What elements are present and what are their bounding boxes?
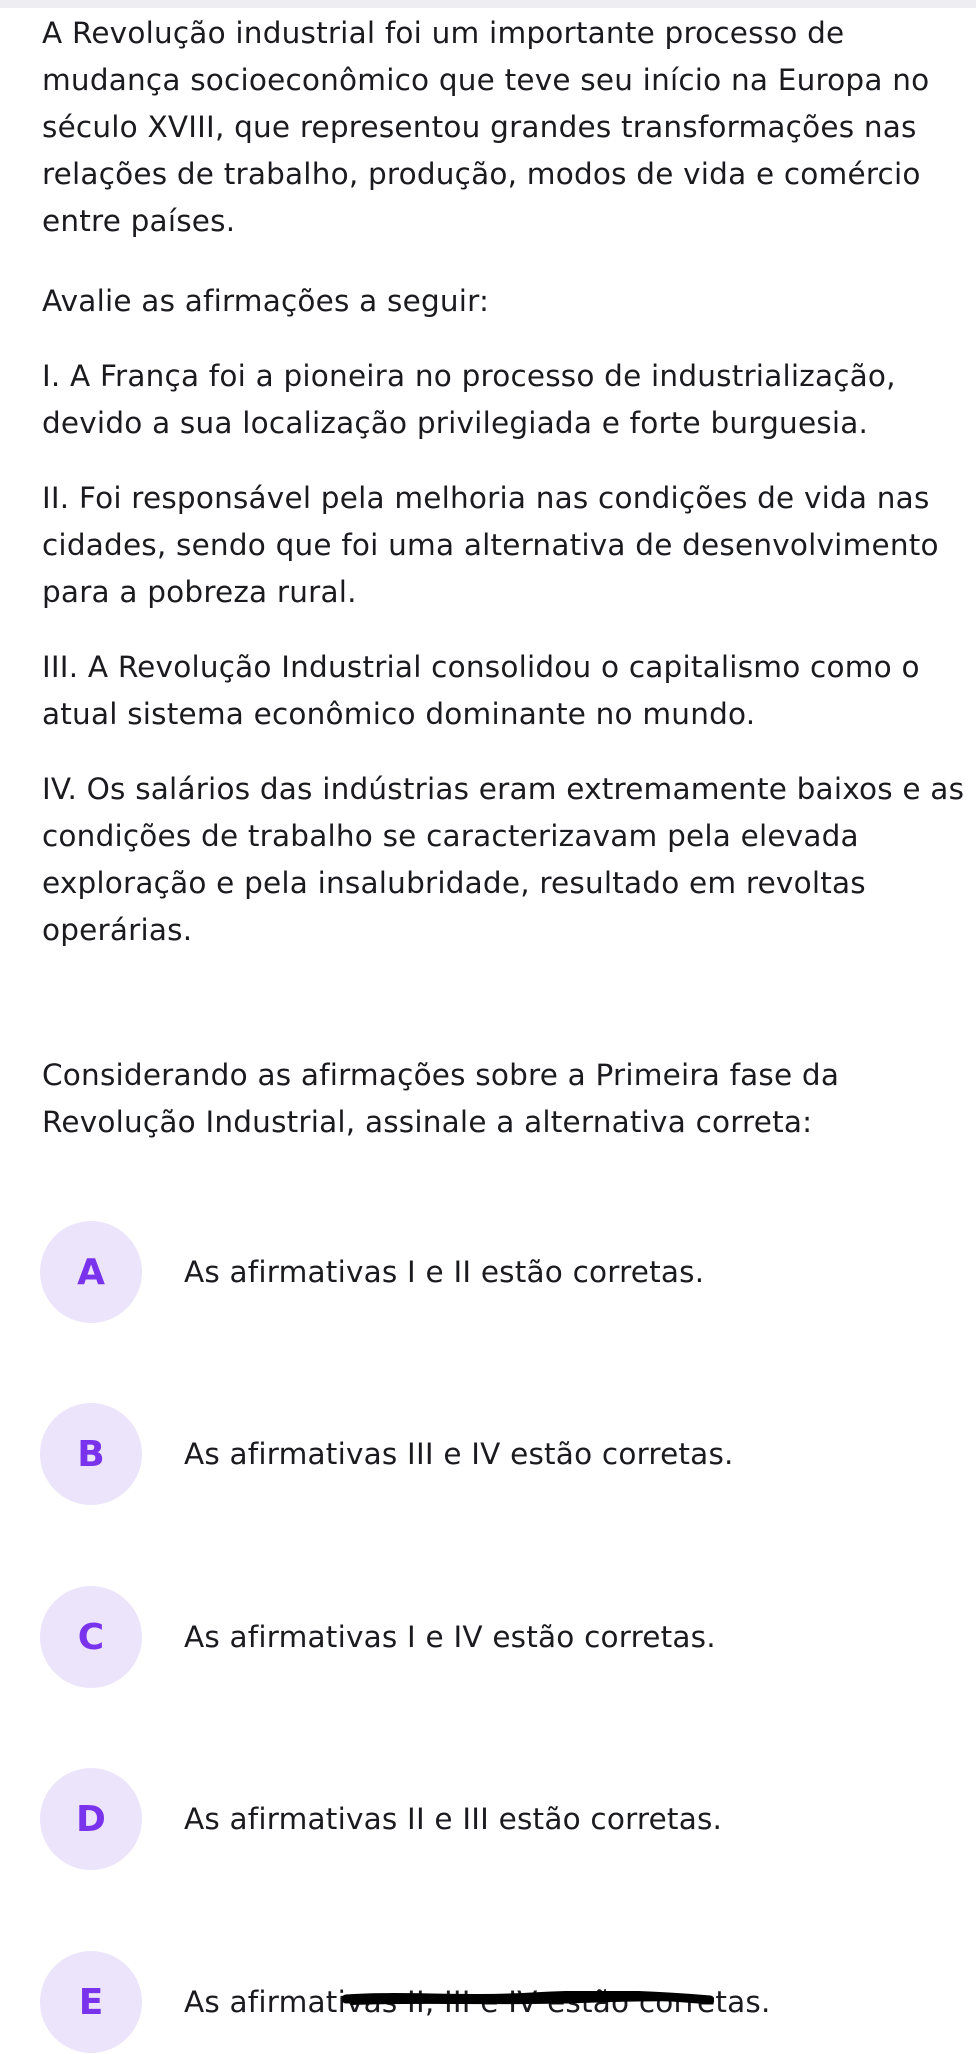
option-d-text[interactable]: As afirmativas II e III estão corretas.	[184, 1802, 723, 1836]
option-a-text[interactable]: As afirmativas I e II estão corretas.	[184, 1255, 705, 1289]
question-text	[42, 10, 972, 1146]
intro-line: mudança socioeconômico que teve seu início na Europa no	[42, 63, 930, 97]
statement-1-line: I. A França foi a pioneira no processo de industrialização,	[42, 359, 896, 393]
option-b-text[interactable]: As afirmativas III e IV estão corretas.	[184, 1437, 734, 1471]
option-d[interactable]	[40, 1767, 960, 1871]
statement-4-line: condições de trabalho se caracterizavam pela elevada	[42, 819, 859, 853]
prompt-line: Avalie as afirmações a seguir:	[42, 284, 490, 318]
instruction-line: Revolução Industrial, assinale a alternativa correta:	[42, 1105, 813, 1139]
option-c-text[interactable]: As afirmativas I e IV estão corretas.	[184, 1620, 716, 1654]
option-b[interactable]	[40, 1402, 960, 1506]
statement-2-line: cidades, sendo que foi uma alternativa de desenvolvimento	[42, 528, 939, 562]
statement-4-line: exploração e pela insalubridade, resultado em revoltas	[42, 866, 866, 900]
option-d-badge[interactable]: D	[40, 1768, 142, 1870]
statement-2-line: II. Foi responsável pela melhoria nas condições de vida nas	[42, 481, 930, 515]
option-a[interactable]	[40, 1220, 960, 1324]
intro-line: século XVIII, que representou grandes transformações nas	[42, 110, 917, 144]
option-c-badge[interactable]: C	[40, 1586, 142, 1688]
intro-line: A Revolução industrial foi um importante processo de	[42, 16, 845, 50]
intro-line: relações de trabalho, produção, modos de vida e comércio	[42, 157, 921, 191]
statement-2-line: para a pobreza rural.	[42, 575, 357, 609]
intro-line: entre países.	[42, 204, 236, 238]
top-strip	[0, 0, 976, 8]
statement-3-line: atual sistema econômico dominante no mundo.	[42, 697, 756, 731]
statement-3-line: III. A Revolução Industrial consolidou o capitalismo como o	[42, 650, 920, 684]
option-b-badge[interactable]: B	[40, 1403, 142, 1505]
scribble-mark	[342, 1991, 714, 2007]
option-a-badge[interactable]: A	[40, 1221, 142, 1323]
option-e-text[interactable]: As afirmativas II, III e IV estão corretas.	[184, 1985, 771, 2019]
option-c[interactable]	[40, 1585, 960, 1689]
instruction-line: Considerando as afirmações sobre a Primeira fase da	[42, 1058, 840, 1092]
statement-1-line: devido a sua localização privilegiada e forte burguesia.	[42, 406, 869, 440]
option-e-badge[interactable]: E	[40, 1951, 142, 2053]
statement-4-line: IV. Os salários das indústrias eram extremamente baixos e as	[42, 772, 965, 806]
statement-4-line: operárias.	[42, 913, 193, 947]
